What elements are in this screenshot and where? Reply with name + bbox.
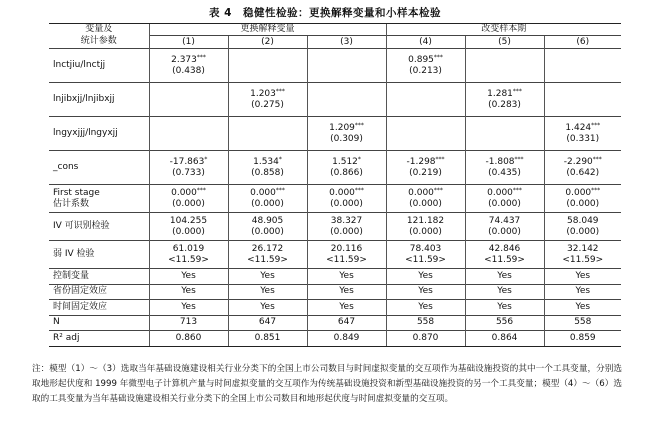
test-cell bbox=[465, 213, 544, 241]
coef-cell bbox=[228, 83, 307, 117]
test-cell bbox=[149, 241, 228, 269]
control-row bbox=[49, 269, 621, 285]
coef-cell bbox=[386, 151, 465, 185]
significance-stars: *** bbox=[592, 155, 602, 163]
control-value: Yes bbox=[497, 286, 512, 297]
control-cell bbox=[465, 284, 544, 300]
control-row bbox=[49, 284, 621, 300]
coef-value: 0.000 bbox=[487, 187, 513, 198]
coef-value: 0.895 bbox=[408, 54, 434, 65]
stat-value: 48.905 bbox=[251, 215, 284, 226]
stat-value: 26.172 bbox=[251, 243, 284, 254]
coef-cell bbox=[149, 151, 228, 185]
test-cell bbox=[544, 213, 621, 241]
first-stage-cell bbox=[307, 185, 386, 213]
table-title: 表 4 稳健性检验：更换解释变量和小样本检验 bbox=[209, 7, 441, 19]
header-row-2 bbox=[49, 36, 621, 49]
significance-stars: *** bbox=[354, 186, 364, 194]
coef-cell bbox=[465, 83, 544, 117]
header-var-line1: 变量及 bbox=[49, 24, 149, 36]
first-stage-cell bbox=[386, 185, 465, 213]
control-cell bbox=[386, 315, 465, 331]
coef-value: 1.203 bbox=[250, 88, 276, 99]
stat-pvalue: (0.000) bbox=[172, 226, 205, 237]
stat-value: 38.327 bbox=[330, 215, 363, 226]
coef-value: 1.209 bbox=[329, 122, 355, 133]
control-value: Yes bbox=[575, 301, 591, 312]
row-label bbox=[49, 83, 149, 117]
coef-cell bbox=[228, 151, 307, 185]
coef-value: 2.373 bbox=[171, 54, 197, 65]
first-stage-label: First stage bbox=[53, 187, 100, 198]
row-label bbox=[49, 117, 149, 151]
test-cell bbox=[149, 213, 228, 241]
control-label: 省份固定效应 bbox=[53, 286, 108, 297]
group-header-2: 改变样本期 bbox=[386, 24, 621, 36]
col-header-1: (1) bbox=[149, 36, 228, 49]
stat-pvalue: <11.59> bbox=[168, 254, 209, 265]
control-cell bbox=[307, 284, 386, 300]
col-header-4: (4) bbox=[386, 36, 465, 49]
control-cell bbox=[544, 300, 621, 316]
std-error: (0.866) bbox=[330, 167, 363, 178]
std-error: (0.213) bbox=[409, 65, 442, 76]
control-value: 558 bbox=[574, 317, 592, 328]
control-cell bbox=[544, 269, 621, 285]
first-stage-row bbox=[49, 185, 621, 213]
significance-stars: *** bbox=[435, 155, 445, 163]
test-cell bbox=[465, 241, 544, 269]
coef-cell bbox=[307, 83, 386, 117]
stat-value: 74.437 bbox=[488, 215, 521, 226]
significance-stars: *** bbox=[512, 186, 522, 194]
significance-stars: * bbox=[357, 155, 361, 163]
control-cell bbox=[386, 300, 465, 316]
coef-cell bbox=[544, 83, 621, 117]
row-label bbox=[49, 213, 149, 241]
significance-stars: *** bbox=[275, 186, 285, 194]
row-label bbox=[49, 300, 149, 316]
control-value: Yes bbox=[575, 270, 591, 281]
control-cell bbox=[149, 269, 228, 285]
control-value: Yes bbox=[418, 270, 433, 281]
col-header-3: (3) bbox=[307, 36, 386, 49]
first-stage-cell bbox=[228, 185, 307, 213]
coef-value: 0.000 bbox=[329, 187, 355, 198]
control-cell bbox=[465, 315, 544, 331]
coef-cell bbox=[307, 117, 386, 151]
stat-value: 42.846 bbox=[488, 243, 521, 254]
std-error: (0.733) bbox=[172, 167, 205, 178]
control-value: 647 bbox=[337, 317, 356, 328]
control-value: Yes bbox=[181, 270, 196, 281]
control-cell bbox=[465, 331, 544, 347]
std-error: (0.858) bbox=[251, 167, 284, 178]
control-label: R² adj bbox=[53, 332, 80, 343]
stat-value: 61.019 bbox=[172, 243, 205, 254]
test-label: IV 可识别检验 bbox=[53, 221, 110, 231]
control-cell bbox=[228, 315, 307, 331]
coef-cell bbox=[465, 151, 544, 185]
control-value: Yes bbox=[339, 286, 354, 297]
coef-value: 0.000 bbox=[171, 187, 197, 198]
stat-pvalue: (0.000) bbox=[251, 226, 284, 237]
std-error: (0.283) bbox=[488, 99, 521, 110]
significance-stars: *** bbox=[514, 155, 524, 163]
test-cell bbox=[228, 241, 307, 269]
control-value: Yes bbox=[418, 286, 433, 297]
control-cell bbox=[228, 331, 307, 347]
control-cell bbox=[228, 284, 307, 300]
control-cell bbox=[386, 284, 465, 300]
col-header-6: (6) bbox=[544, 36, 621, 49]
coef-value: -1.298 bbox=[406, 156, 436, 167]
control-cell bbox=[386, 331, 465, 347]
stat-pvalue: <11.59> bbox=[405, 254, 446, 265]
control-cell bbox=[228, 269, 307, 285]
coef-cell bbox=[149, 49, 228, 83]
control-value: Yes bbox=[181, 301, 196, 312]
test-cell bbox=[307, 213, 386, 241]
std-error: (0.000) bbox=[172, 198, 205, 209]
test-cell bbox=[386, 241, 465, 269]
stat-pvalue: (0.000) bbox=[409, 226, 442, 237]
coef-cell bbox=[465, 49, 544, 83]
control-value: Yes bbox=[260, 301, 275, 312]
significance-stars: *** bbox=[512, 87, 522, 95]
significance-stars: *** bbox=[433, 53, 443, 61]
row-label bbox=[49, 284, 149, 300]
std-error: (0.219) bbox=[409, 167, 442, 178]
control-value: 558 bbox=[416, 317, 435, 328]
control-cell bbox=[228, 300, 307, 316]
iv-ident-row bbox=[49, 213, 621, 241]
control-value: Yes bbox=[497, 301, 512, 312]
std-error: (0.000) bbox=[566, 198, 600, 209]
control-label: N bbox=[53, 317, 60, 328]
control-value: 0.870 bbox=[412, 332, 439, 343]
control-cell bbox=[307, 300, 386, 316]
coef-cell bbox=[544, 117, 621, 151]
stat-pvalue: (0.000) bbox=[566, 226, 600, 237]
test-label: 弱 IV 检验 bbox=[53, 249, 95, 259]
stat-value: 58.049 bbox=[567, 215, 599, 226]
row-label bbox=[49, 49, 149, 83]
control-cell bbox=[544, 315, 621, 331]
coef-cell bbox=[465, 117, 544, 151]
std-error: (0.000) bbox=[409, 198, 442, 209]
header-var-line2: 统计参数 bbox=[80, 36, 117, 47]
control-value: Yes bbox=[575, 286, 591, 297]
control-value: 0.849 bbox=[333, 332, 360, 343]
stat-pvalue: <11.59> bbox=[562, 254, 604, 265]
std-error: (0.309) bbox=[330, 133, 363, 144]
significance-stars: * bbox=[204, 155, 208, 163]
control-value: 647 bbox=[258, 317, 277, 328]
std-error: (0.438) bbox=[172, 65, 205, 76]
row-label bbox=[49, 315, 149, 331]
col-header-2: (2) bbox=[228, 36, 307, 49]
control-value: 556 bbox=[495, 317, 514, 328]
significance-stars: *** bbox=[196, 53, 206, 61]
control-row bbox=[49, 300, 621, 316]
std-error: (0.000) bbox=[251, 198, 284, 209]
row-label bbox=[49, 151, 149, 185]
coef-value: 1.424 bbox=[565, 122, 592, 133]
control-cell bbox=[149, 284, 228, 300]
control-cell bbox=[307, 315, 386, 331]
coef-value: 0.000 bbox=[565, 187, 592, 198]
control-cell bbox=[465, 300, 544, 316]
control-cell bbox=[149, 300, 228, 316]
coef-row bbox=[49, 151, 621, 185]
test-cell bbox=[228, 213, 307, 241]
regression-table bbox=[49, 23, 621, 347]
stat-pvalue: <11.59> bbox=[247, 254, 288, 265]
std-error: (0.642) bbox=[566, 167, 600, 178]
coef-cell bbox=[307, 49, 386, 83]
control-label: 时间固定效应 bbox=[53, 301, 108, 312]
coef-value: 0.000 bbox=[250, 187, 276, 198]
std-error: (0.000) bbox=[488, 198, 521, 209]
significance-stars: *** bbox=[196, 186, 206, 194]
row-label bbox=[49, 269, 149, 285]
control-cell bbox=[544, 284, 621, 300]
first-stage-cell bbox=[465, 185, 544, 213]
coef-cell bbox=[228, 49, 307, 83]
coef-cell bbox=[149, 83, 228, 117]
control-value: Yes bbox=[418, 301, 433, 312]
coef-cell bbox=[386, 83, 465, 117]
coef-value: -17.863 bbox=[169, 156, 205, 167]
stat-value: 20.116 bbox=[330, 243, 363, 254]
coef-cell bbox=[386, 117, 465, 151]
control-value: 0.851 bbox=[254, 332, 281, 343]
test-cell bbox=[544, 241, 621, 269]
significance-stars: * bbox=[278, 155, 282, 163]
std-error: (0.331) bbox=[566, 133, 600, 144]
control-value: Yes bbox=[339, 270, 354, 281]
control-value: Yes bbox=[260, 270, 275, 281]
control-row bbox=[49, 315, 621, 331]
coef-cell bbox=[307, 151, 386, 185]
control-cell bbox=[386, 269, 465, 285]
coef-row bbox=[49, 83, 621, 117]
coef-value: -2.290 bbox=[563, 156, 593, 167]
control-value: 0.859 bbox=[569, 332, 596, 343]
control-cell bbox=[149, 331, 228, 347]
variable-name: lnctjiu/lnctjj bbox=[53, 60, 106, 70]
stat-value: 32.142 bbox=[567, 243, 599, 254]
significance-stars: *** bbox=[591, 121, 601, 129]
coef-value: 1.281 bbox=[487, 88, 513, 99]
control-value: 0.864 bbox=[491, 332, 518, 343]
control-cell bbox=[544, 331, 621, 347]
first-stage-sublabel: 估计系数 bbox=[53, 198, 90, 209]
stat-value: 104.255 bbox=[169, 215, 208, 226]
stat-pvalue: (0.000) bbox=[488, 226, 521, 237]
coef-value: 0.000 bbox=[408, 187, 434, 198]
group-header-1: 更换解释变量 bbox=[149, 24, 386, 36]
variable-name: lnjibxjj/lnjibxjj bbox=[53, 94, 115, 104]
significance-stars: *** bbox=[433, 186, 443, 194]
control-value: Yes bbox=[339, 301, 354, 312]
stat-value: 78.403 bbox=[409, 243, 442, 254]
significance-stars: *** bbox=[354, 121, 364, 129]
control-row bbox=[49, 331, 621, 347]
control-value: 713 bbox=[179, 317, 198, 328]
row-label bbox=[49, 331, 149, 347]
first-stage-cell bbox=[149, 185, 228, 213]
row-label bbox=[49, 241, 149, 269]
stat-pvalue: (0.000) bbox=[330, 226, 363, 237]
std-error: (0.000) bbox=[330, 198, 363, 209]
coef-cell bbox=[149, 117, 228, 151]
stat-pvalue: <11.59> bbox=[484, 254, 525, 265]
variable-name: lngyxjjj/lngyxjj bbox=[53, 128, 118, 138]
stat-pvalue: <11.59> bbox=[326, 254, 367, 265]
coef-cell bbox=[386, 49, 465, 83]
control-value: Yes bbox=[181, 286, 196, 297]
std-error: (0.435) bbox=[488, 167, 521, 178]
table-note: 注：模型（1）～（3）选取当年基础设施建设相关行业分类下的全国上市公司数目与时间虚拟变量的交互项作为基础设施投资的其中一个工具变量，分别选取地形起伏度和 1999 年微型电子计算机产量与时间虚拟变量的交互项作为传统基础设施投资和新型基础设施投资的另一个工具变量；模型（4）～（6）选取的工具变量为当年基础设施建设相关行业分类下的全国上市公司数目和地形起伏度与时间虚拟变量的交互项。 bbox=[32, 364, 622, 404]
coef-cell bbox=[228, 117, 307, 151]
control-label: 控制变量 bbox=[53, 270, 90, 281]
control-cell bbox=[149, 315, 228, 331]
control-value: 0.860 bbox=[175, 332, 202, 343]
coef-cell bbox=[544, 151, 621, 185]
header-row-1 bbox=[49, 24, 621, 36]
test-cell bbox=[386, 213, 465, 241]
significance-stars: *** bbox=[275, 87, 285, 95]
coef-value: 1.534 bbox=[253, 156, 279, 167]
control-cell bbox=[465, 269, 544, 285]
control-value: Yes bbox=[260, 286, 275, 297]
variable-name: _cons bbox=[53, 162, 79, 172]
std-error: (0.275) bbox=[251, 99, 284, 110]
control-cell bbox=[307, 269, 386, 285]
coef-value: -1.808 bbox=[485, 156, 515, 167]
coef-value: 1.512 bbox=[332, 156, 358, 167]
coef-cell bbox=[544, 49, 621, 83]
weak-iv-row bbox=[49, 241, 621, 269]
significance-stars: *** bbox=[591, 186, 601, 194]
coef-row bbox=[49, 49, 621, 83]
test-cell bbox=[307, 241, 386, 269]
row-label bbox=[49, 185, 149, 213]
first-stage-cell bbox=[544, 185, 621, 213]
control-value: Yes bbox=[497, 270, 512, 281]
col-header-5: (5) bbox=[465, 36, 544, 49]
coef-row bbox=[49, 117, 621, 151]
stat-value: 121.182 bbox=[406, 215, 445, 226]
control-cell bbox=[307, 331, 386, 347]
